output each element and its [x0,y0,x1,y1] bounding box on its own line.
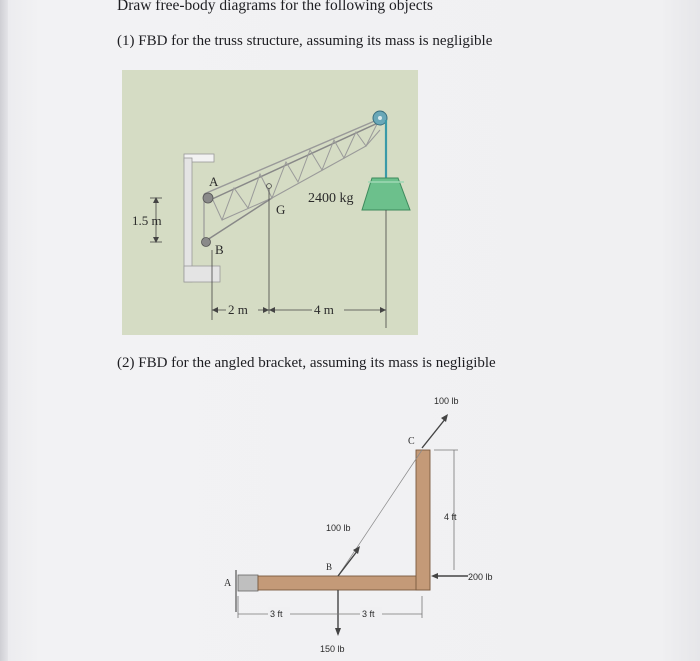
page-edge [0,0,8,661]
height-dimension-label: 1.5 m [132,213,162,228]
dimension-3ft-right: 3 ft [362,609,375,619]
question-2: (2) FBD for the angled bracket, assuming its mass is negligible [117,355,496,371]
wall-support [184,158,192,282]
force-arrow-top [422,418,446,448]
pulley-axle [378,116,382,120]
dimension-4m: 4 m [314,302,334,317]
bracket-diagram [222,390,522,660]
bracket-figure [222,390,522,660]
pin-joint-b [202,238,211,247]
horizontal-member [258,576,430,590]
mass-label: 2400 kg [308,191,354,206]
truss-web-members [212,122,380,220]
dimension-3ft-left: 3 ft [270,609,283,619]
label-a: A [209,174,219,189]
label-b: B [326,562,333,572]
pin-joint-a [203,193,213,203]
base-support [184,266,220,282]
force-middle-label: 100 lb [326,523,351,533]
label-c: C [408,436,415,447]
pin-support-a [238,575,258,591]
dimension-2m: 2 m [228,302,248,317]
question-1: (1) FBD for the truss structure, assuming its mass is negligible [117,33,493,49]
center-of-gravity-marker [267,184,272,189]
truss-bottom-chord [204,120,377,194]
label-g: G [276,202,286,217]
height-dimension-label: 4 ft [444,512,457,522]
truss-figure [122,70,418,335]
page-heading: Draw free-body diagrams for the following objects [117,0,433,14]
force-right-label: 200 lb [468,572,493,582]
truss-diagram [122,70,418,335]
label-b: B [215,242,224,257]
force-arrow-middle [338,550,358,576]
force-top-label: 100 lb [434,396,459,406]
truss-top-chord [210,122,380,200]
bucket [362,178,410,210]
label-a: A [224,578,232,589]
vertical-member [416,450,430,590]
diagonal-reference-line [338,450,422,576]
force-bottom-label: 150 lb [320,644,345,654]
truss-lower-chord [204,198,272,242]
